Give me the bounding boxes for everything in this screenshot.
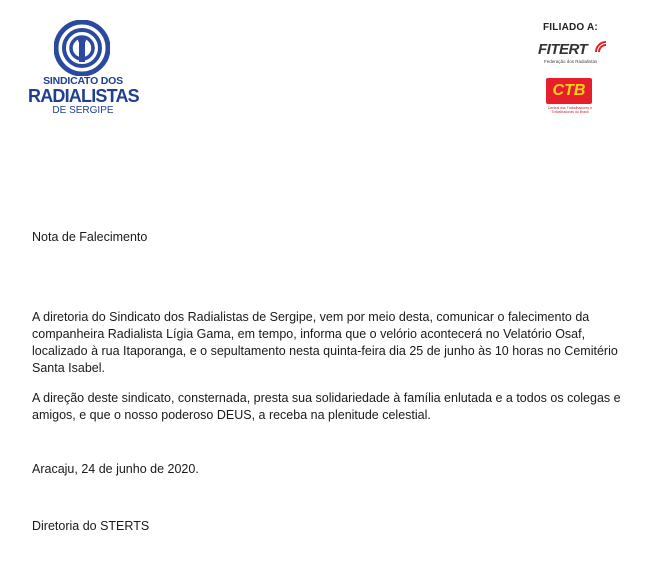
ctb-logo xyxy=(544,78,596,118)
fitert-name: FITERT xyxy=(538,41,588,58)
logo-text-line1: SINDICATO DOS xyxy=(43,75,123,87)
logo-text-line2: RADIALISTAS xyxy=(28,86,139,106)
radio-tower-icon xyxy=(54,20,110,76)
affiliation-label: FILIADO A: xyxy=(543,22,598,33)
fitert-logo xyxy=(538,42,608,70)
paragraph-announcement: A diretoria do Sindicato dos Radialistas de Sergipe, vem por meio desta, comunicar o falecimento da companheira Radialista Lígia Gama, em tempo, informa que o velório acontecerá no Velatório Osaf, localizado à rua Itaporanga, e o sepultamento nesta quinta-feira dia 25 de junho às 10 horas no Cemitério Santa Isabel. xyxy=(32,310,618,375)
ctb-name: CTB xyxy=(552,82,586,99)
document-title: Nota de Falecimento xyxy=(32,230,148,244)
place-date: Aracaju, 24 de junho de 2020. xyxy=(32,462,199,476)
paragraph-condolences: A direção deste sindicato, consternada, presta sua solidariedade à família enlutada e a todos os colegas e amigos, e que o nosso poderoso DEUS, a receba na plenitude celestial. xyxy=(32,391,621,422)
ctb-subtitle: Central dos Trabalhadores e Trabalhadoras do Brasil xyxy=(547,106,593,114)
logo-text-line3: DE SERGIPE xyxy=(52,105,114,116)
sindicato-logo xyxy=(28,18,138,118)
fitert-subtitle: Federação dos Radialistas xyxy=(544,59,598,64)
signature: Diretoria do STERTS xyxy=(32,519,150,533)
signal-icon xyxy=(594,40,608,54)
